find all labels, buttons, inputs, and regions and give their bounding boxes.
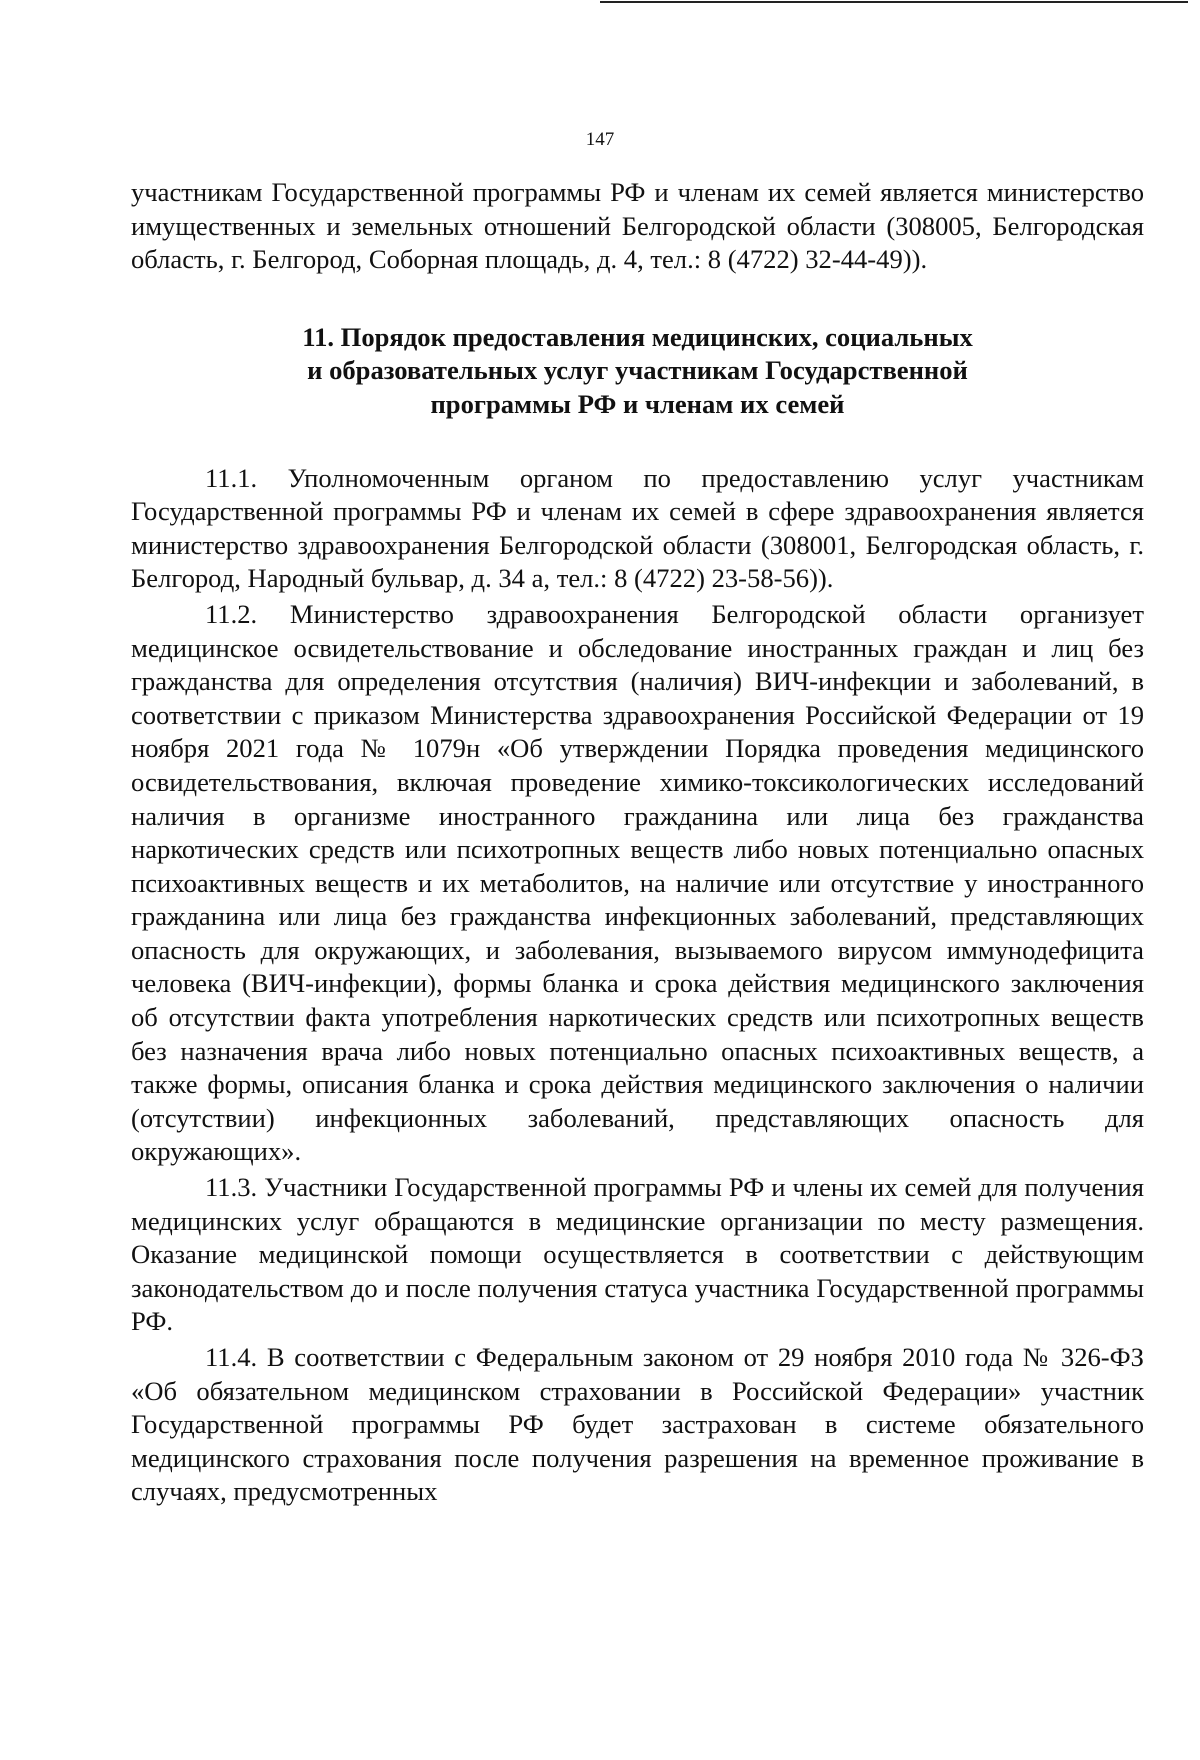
paragraph-11-1: 11.1. Уполномоченным органом по предоставлению услуг участникам Государственной программы РФ и членам их семей в сфере здравоохранения является министерство здравоохранения Белгородской области (308001, Белгородская область, г. Белгород, Народный бульвар, д. 34 а, тел.: 8 (4722) 23-58-56)). <box>131 462 1144 594</box>
section-heading <box>131 321 1144 422</box>
scan-edge-line <box>600 1 1188 3</box>
section-heading-line: 11. Порядок предоставления медицинских, социальных <box>302 321 973 352</box>
paragraph-11-4: 11.4. В соответствии с Федеральным законом от 29 ноября 2010 года № 326-ФЗ «Об обязательном медицинском страховании в Российской Федерации» участник Государственной программы РФ будет застрахован в системе обязательного медицинского страхования после получения разрешения на временное проживание в случаях, предусмотренных <box>131 1342 1144 1507</box>
paragraph-continuation: участникам Государственной программы РФ и членам их семей является министерство имущественных и земельных отношений Белгородской области (308005, Белгородская область, г. Белгород, Соборная площадь, д. 4, тел.: 8 (4722) 32-44-49)). <box>131 177 1144 275</box>
section-heading-line: и образовательных услуг участникам Государственной <box>307 355 968 386</box>
page-number: 147 <box>585 129 615 150</box>
paragraph-11-2: 11.2. Министерство здравоохранения Белгородской области организует медицинское освидетельствование и обследование иностранных граждан и лиц без гражданства для определения отсутствия (наличия) ВИЧ-инфекции и заболеваний, в соответствии с приказом Министерства здравоохранения Российской Федерации от 19 ноября 2021 года № 1079н «Об утверждении Порядка проведения медицинского освидетельствования, включая проведение химико-токсикологических исследований наличия в организме иностранного гражданина или лица без гражданства наркотических средств или психотропных веществ либо новых потенциально опасных психоактивных веществ и их метаболитов, на наличие или отсутствие у иностранного гражданина или лица без гражданства инфекционных заболеваний, представляющих опасность для окружающих, и заболевания, вызываемого вирусом иммунодефицита человека (ВИЧ-инфекции), формы бланка и срока действия медицинского заключения об отсутствии факта употребления наркотических средств или психотропных веществ без назначения врача либо новых потенциально опасных психоактивных веществ, а также формы, описания бланка и срока действия медицинского заключения о наличии (отсутствии) инфекционных заболеваний, представляющих опасность для окружающих». <box>131 598 1144 1167</box>
document-body <box>131 176 1144 1509</box>
section-heading-line: программы РФ и членам их семей <box>430 388 845 419</box>
paragraph-11-3: 11.3. Участники Государственной программы РФ и члены их семей для получения медицинских услуг обращаются в медицинские организации по месту размещения. Оказание медицинской помощи осуществляется в соответствии с действующим законодательством до и после получения статуса участника Государственной программы РФ. <box>131 1172 1144 1337</box>
